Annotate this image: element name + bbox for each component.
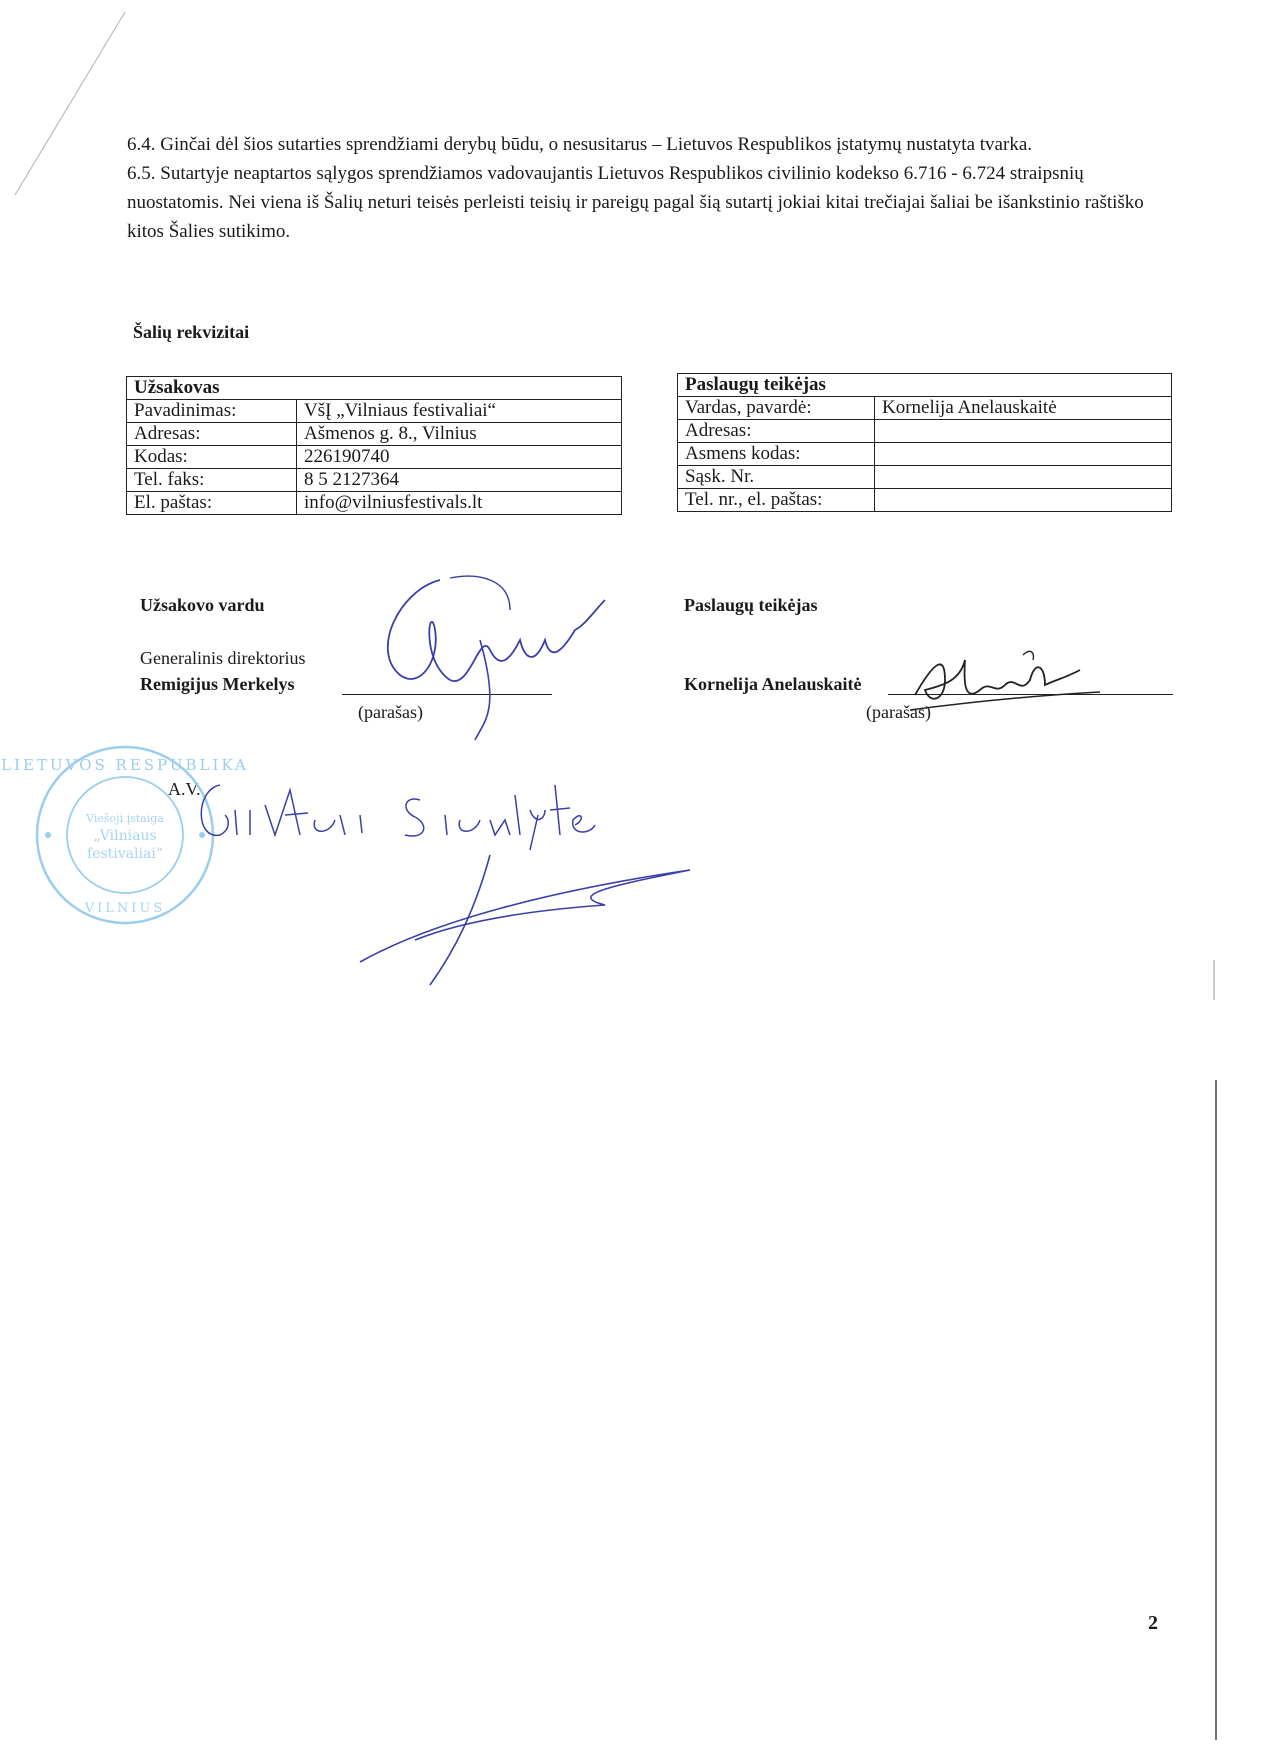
- row-label: Pavadinimas:: [127, 400, 297, 423]
- provider-signature-label: (parašas): [866, 702, 931, 722]
- table-row: [678, 466, 1172, 489]
- table-row: [678, 443, 1172, 466]
- customer-table-header: Užsakovas: [127, 377, 622, 400]
- table-row: [127, 400, 622, 423]
- provider-sign-title: Paslaugų teikėjas: [684, 595, 818, 615]
- handwritten-note-icon: [190, 765, 620, 860]
- row-label: Tel. faks:: [127, 469, 297, 492]
- customer-table: [126, 376, 622, 515]
- svg-text:VILNIUS: VILNIUS: [84, 901, 166, 916]
- row-label: Kodas:: [127, 446, 297, 469]
- clauses-block: [127, 130, 1167, 246]
- stamp-label: A.V.: [168, 779, 201, 799]
- pen-scribble-icon: [355, 850, 695, 990]
- svg-text:„Vilniaus: „Vilniaus: [93, 828, 157, 844]
- table-row: [127, 446, 622, 469]
- customer-sign-title: Užsakovo vardu: [140, 595, 265, 615]
- svg-text:Viešoji įstaiga: Viešoji įstaiga: [86, 812, 164, 825]
- row-value: [875, 420, 1172, 443]
- clause-6-5: 6.5. Sutartyje neaptartos sąlygos sprendžiamos vadovaujantis Lietuvos Respublikos civilinio kodekso 6.716 - 6.724 straipsnių nuostatomis. Nei viena iš Šalių neturi teisės perleisti teisių ir pareigų pagal šią sutartį jokiai kitai trečiajai šaliai be išankstinio raštiško kitos Šalies sutikimo.: [127, 163, 1144, 242]
- provider-signer-name: Kornelija Anelauskaitė: [684, 674, 862, 694]
- table-row: [127, 423, 622, 446]
- provider-signature-icon: [905, 640, 1105, 725]
- table-row: [678, 420, 1172, 443]
- row-value: 226190740: [297, 446, 622, 469]
- provider-table: [677, 373, 1172, 512]
- table-row: [678, 489, 1172, 512]
- provider-table-header: Paslaugų teikėjas: [678, 374, 1172, 397]
- row-value: VšĮ „Vilniaus festivaliai“: [297, 400, 622, 423]
- row-label: Asmens kodas:: [678, 443, 875, 466]
- row-value: [875, 489, 1172, 512]
- table-row: [678, 397, 1172, 420]
- page-number: 2: [1148, 1612, 1158, 1634]
- row-value: Kornelija Anelauskaitė: [875, 397, 1172, 420]
- row-label: Vardas, pavardė:: [678, 397, 875, 420]
- clause-6-4: 6.4. Ginčai dėl šios sutarties sprendžiami derybų būdu, o nesusitarus – Lietuvos Respublikos įstatymų nustatyta tvarka.: [127, 134, 1032, 155]
- row-value: [875, 443, 1172, 466]
- customer-signature-label: (parašas): [358, 702, 423, 722]
- row-label: Adresas:: [127, 423, 297, 446]
- row-label: Adresas:: [678, 420, 875, 443]
- row-label: Tel. nr., el. paštas:: [678, 489, 875, 512]
- customer-signature-icon: [360, 570, 620, 750]
- row-value: Ašmenos g. 8., Vilnius: [297, 423, 622, 446]
- row-value: info@vilniusfestivals.lt: [297, 492, 622, 515]
- table-row: [127, 469, 622, 492]
- table-row: [127, 492, 622, 515]
- row-label: El. paštas:: [127, 492, 297, 515]
- row-label: Sąsk. Nr.: [678, 466, 875, 489]
- customer-position: Generalinis direktorius: [140, 648, 306, 668]
- section-title: Šalių rekvizitai: [133, 322, 250, 342]
- svg-text:festivaliai“: festivaliai“: [87, 846, 163, 862]
- svg-text:LIETUVOS RESPUBLIKA: LIETUVOS RESPUBLIKA: [1, 756, 249, 774]
- customer-signer-name: Remigijus Merkelys: [140, 674, 295, 694]
- row-value: 8 5 2127364: [297, 469, 622, 492]
- row-value: [875, 466, 1172, 489]
